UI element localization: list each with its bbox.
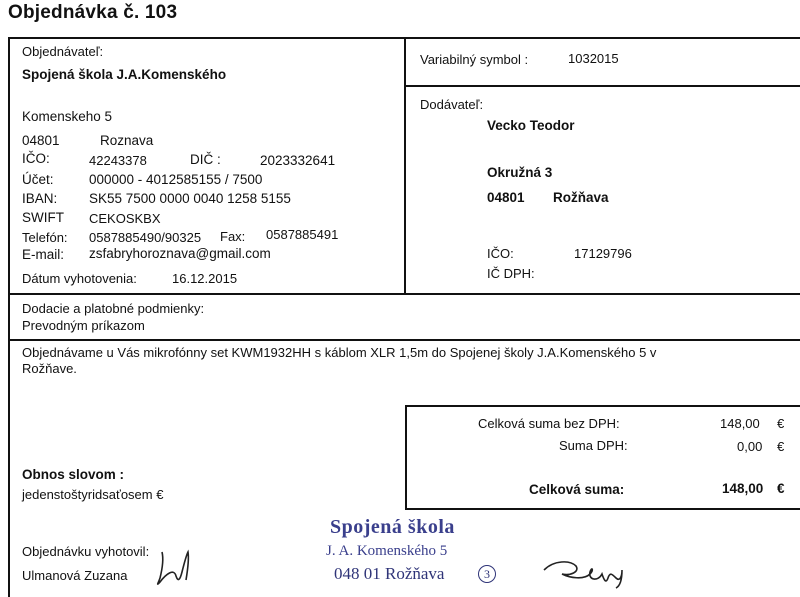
page-title: Objednávka č. 103: [8, 2, 178, 23]
supplier-street: Okružná 3: [487, 165, 553, 180]
grand-total-label: Celková suma:: [529, 482, 625, 497]
stamp-line1: Spojená škola: [330, 516, 455, 538]
stamp-number: 3: [478, 565, 496, 583]
terms-top-border: [8, 293, 800, 295]
orderer-dic-label: DIČ :: [190, 152, 221, 167]
orderer-fax-label: Fax:: [220, 229, 246, 244]
orderer-dic: 2023332641: [260, 153, 336, 168]
vat-currency: €: [777, 439, 785, 454]
supplier-zip: 04801: [487, 190, 525, 205]
variable-symbol-value: 1032015: [568, 51, 619, 66]
terms-value: Prevodným príkazom: [22, 318, 145, 333]
supplier-heading: Dodávateľ:: [420, 97, 484, 112]
orderer-account: 000000 - 4012585155 / 7500: [89, 172, 263, 187]
net-total-value: 148,00: [720, 416, 760, 431]
orderer-city: Roznava: [100, 133, 154, 148]
stamp-line2: J. A. Komenského 5: [326, 543, 448, 559]
orderer-zip: 04801: [22, 133, 60, 148]
orderer-email: zsfabryhoroznava@gmail.com: [89, 246, 271, 261]
net-total-currency: €: [777, 416, 785, 431]
vat-label: Suma DPH:: [559, 438, 628, 453]
grand-total-currency: €: [777, 481, 785, 496]
terms-heading: Dodacie a platobné podmienky:: [22, 301, 205, 316]
orderer-email-label: E-mail:: [22, 247, 65, 262]
orderer-ico: 42243378: [89, 153, 147, 168]
document-frame: [8, 37, 798, 597]
grand-total-value: 148,00: [722, 481, 764, 496]
orderer-heading: Objednávateľ:: [22, 44, 104, 59]
orderer-name: Spojená škola J.A.Komenského: [22, 67, 227, 82]
orderer-account-label: Účet:: [22, 172, 54, 187]
supplier-ico-label: IČO:: [487, 246, 514, 261]
supplier-name: Vecko Teodor: [487, 118, 575, 133]
supplier-icdph-label: IČ DPH:: [487, 266, 535, 281]
net-total-label: Celková suma bez DPH:: [478, 416, 620, 431]
supplier-city: Rožňava: [553, 190, 609, 205]
signature-left: [152, 546, 200, 590]
orderer-phone-label: Telefón:: [22, 230, 68, 245]
orderer-phone: 0587885490/90325: [89, 230, 202, 245]
issued-by-name: Ulmanová Zuzana: [22, 568, 128, 583]
amount-words-label: Obnos slovom :: [22, 467, 125, 482]
supplier-ico: 17129796: [574, 246, 632, 261]
stamp-line3: 048 01 Rožňava: [334, 564, 445, 583]
order-text-line2: Rožňave.: [22, 361, 77, 376]
terms-bottom-border: [8, 339, 800, 341]
signature-right: [540, 556, 630, 590]
header-divider: [404, 37, 406, 294]
amount-words-value: jedenstoštyridsaťosem €: [22, 487, 164, 502]
issued-by-label: Objednávku vyhotovil:: [22, 544, 150, 559]
vat-value: 0,00: [737, 439, 763, 454]
orderer-iban-label: IBAN:: [22, 191, 58, 206]
orderer-swift: CEKOSKBX: [89, 211, 161, 226]
vs-divider: [404, 85, 800, 87]
orderer-street: Komenskeho 5: [22, 109, 113, 124]
orderer-fax: 0587885491: [266, 227, 339, 242]
orderer-iban: SK55 7500 0000 0040 1258 5155: [89, 191, 291, 206]
variable-symbol-label: Variabilný symbol :: [420, 52, 529, 67]
orderer-date-label: Dátum vyhotovenia:: [22, 271, 137, 286]
orderer-ico-label: IČO:: [22, 151, 50, 166]
order-text-line1: Objednávame u Vás mikrofónny set KWM1932HH s káblom XLR 1,5m do Spojenej školy J.A.Komenského 5 v: [22, 345, 657, 360]
orderer-date: 16.12.2015: [172, 271, 238, 286]
orderer-swift-label: SWIFT: [22, 210, 64, 225]
